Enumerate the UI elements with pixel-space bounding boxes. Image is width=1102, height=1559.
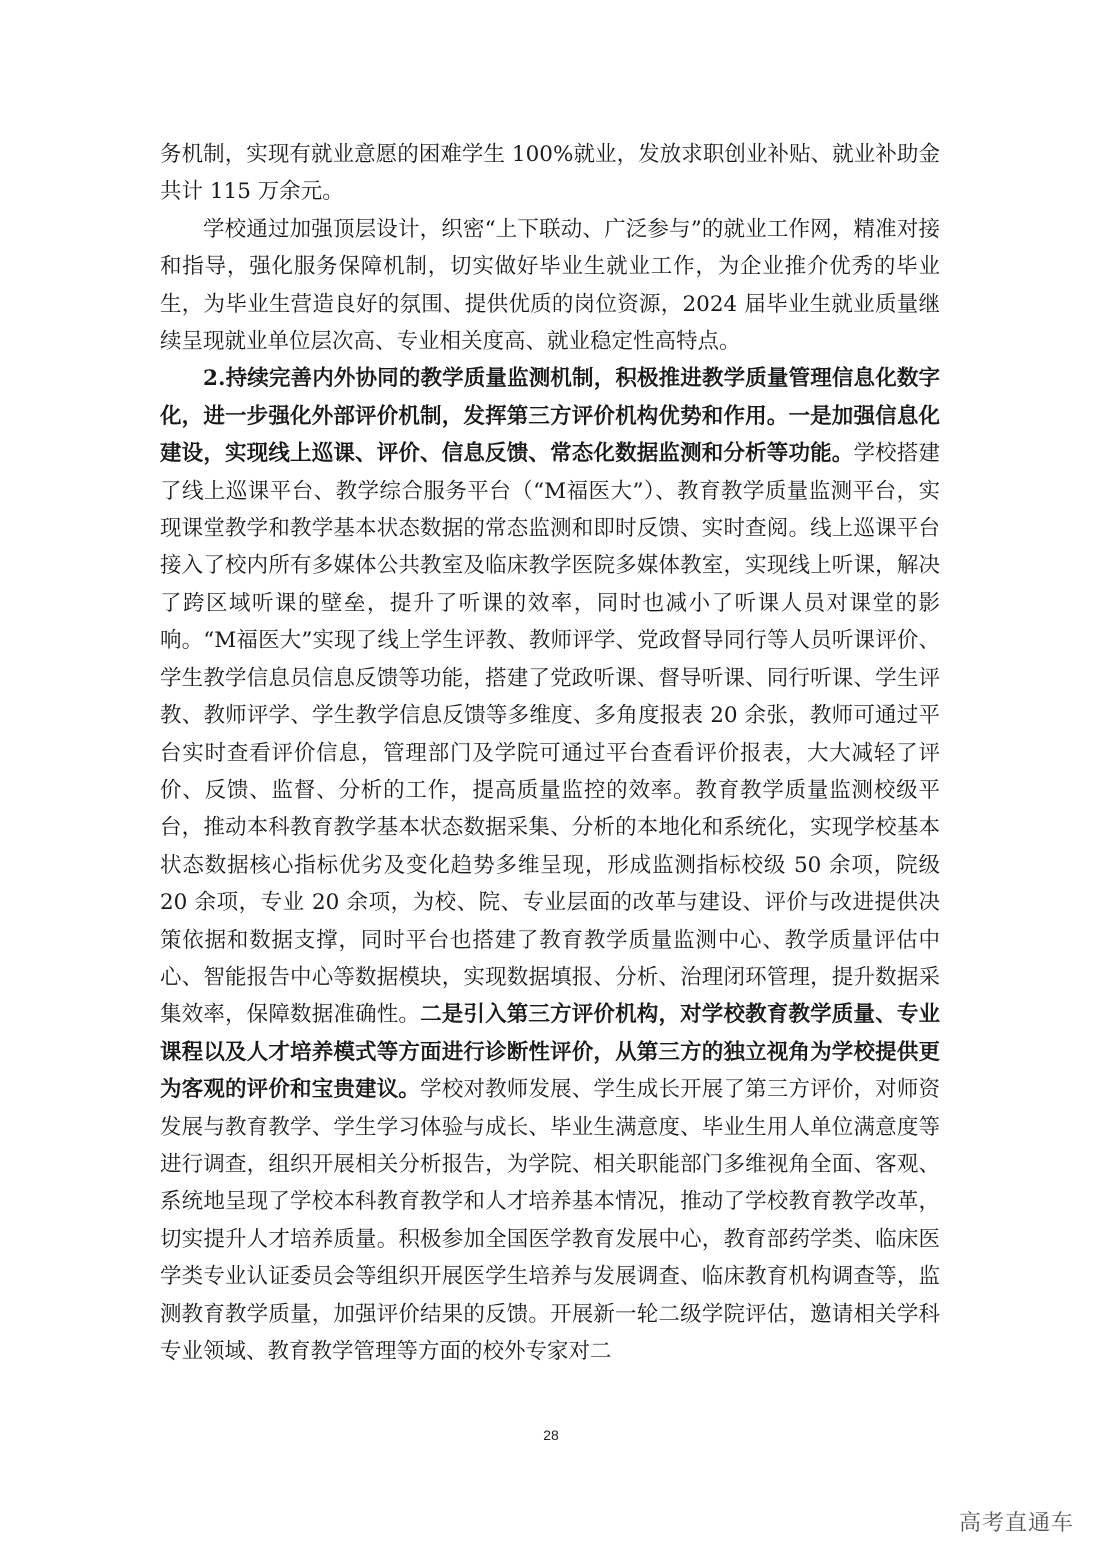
- bold-heading-third-party: 二是引入第三方评价机构，对学校教育教学质量、专业课程以及人才培养模式等方面进行诊断性评价，从第三方的独立视角为学校提供更为客观的评价和宝贵建议。: [160, 1002, 940, 1103]
- paragraph-quality-monitoring: [160, 360, 940, 1370]
- page-number: 28: [543, 1427, 559, 1443]
- paragraph-employment-work: 学校通过加强顶层设计，织密“上下联动、广泛参与”的就业工作网，精准对接和指导，强化服务保障机制，切实做好毕业生就业工作，为企业推介优秀的毕业生，为毕业生营造良好的氛围、提供优质的岗位资源，2024 届毕业生就业质量继续呈现就业单位层次高、专业相关度高、就业稳定性高特点。: [160, 216, 940, 355]
- paragraph-continuation: 务机制，实现有就业意愿的困难学生 100%就业，发放求职创业补贴、就业补助金共计 115 万余元。: [160, 142, 940, 205]
- paragraph-text-evaluation: 学校对教师发展、学生成长开展了第三方评价，对师资发展与教育教学、学生学习体验与成长、毕业生满意度、毕业生用人单位满意度等进行调查，组织开展相关分析报告，为学院、相关职能部门多维视角全面、客观、系统地呈现了学校本科教育教学和人才培养基本情况，推动了学校教育教学改革，切实提升人才培养质量。积极参加全国医学教育发展中心，教育部药学类、临床医学类专业认证委员会等组织开展医学生培养与发展调查、临床教育机构调查等，监测教育教学质量，加强评价结果的反馈。开展新一轮二级学院评估，邀请相关学科专业领域、教育教学管理等方面的校外专家对二: [160, 1077, 940, 1364]
- paragraph-text-platforms: 学校搭建了线上巡课平台、教学综合服务平台（“M福医大”）、教育教学质量监测平台，实现课堂教学和教学基本状态数据的常态监测和即时反馈、实时查阅。线上巡课平台接入了校内所有多媒体公共教室及临床教学医院多媒体教室，实现线上听课，解决了跨区域听课的壁垒，提升了听课的效率，同时也减小了听课人员对课堂的影响。“M福医大”实现了线上学生评教、教师评学、党政督导同行等人员听课评价、学生教学信息员信息反馈等功能，搭建了党政听课、督导听课、同行听课、学生评教、教师评学、学生教学信息反馈等多维度、多角度报表 20 余张，教师可通过平台实时查看评价信息，管理部门及学院可通过平台查看评价报表，大大减轻了评价、反馈、监督、分析的工作，提高质量监控的效率。教育教学质量监测校级平台，推动本科教育教学基本状态数据采集、分析的本地化和系统化，实现学校基本状态数据核心指标优劣及变化趋势多维呈现，形成监测指标校级 50 余项，院级 20 余项，专业 20 余项，为校、院、专业层面的改革与建设、评价与改进提供决策依据和数据支撑，同时平台也搭建了教育教学质量监测中心、教学质量评估中心、智能报告中心等数据模块，实现数据填报、分析、治理闭环管理，提升数据采集效率，保障数据准确性。: [160, 441, 940, 1028]
- body-text: [160, 136, 940, 1370]
- watermark-logo-text: 高考直通车: [958, 1511, 1074, 1536]
- bold-heading-section-2: 2.持续完善内外协同的教学质量监测机制，积极推进教学质量管理信息化数字化，进一步强化外部评价机制，发挥第三方评价机构优势和作用。一是加强信息化建设，实现线上巡课、评价、信息反馈、常态化数据监测和分析等功能。: [160, 366, 940, 467]
